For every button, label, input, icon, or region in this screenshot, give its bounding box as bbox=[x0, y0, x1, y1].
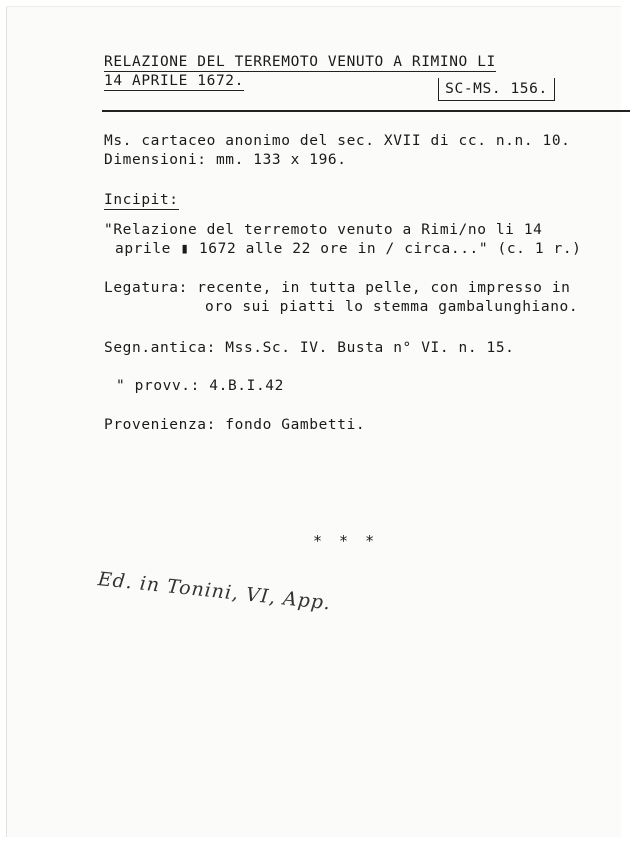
record-title-line2: 14 APRILE 1672. bbox=[104, 73, 244, 89]
header-rule bbox=[102, 110, 630, 112]
description-line2: Dimensioni: mm. 133 x 196. bbox=[104, 152, 347, 168]
provv-line: " provv.: 4.B.I.42 bbox=[116, 378, 284, 394]
handwritten-note: Ed. in Tonini, VI, App. bbox=[96, 568, 333, 615]
record-title-line1: RELAZIONE DEL TERREMOTO VENUTO A RIMINO LI bbox=[104, 54, 496, 70]
provenienza-line: Provenienza: fondo Gambetti. bbox=[104, 417, 366, 433]
incipit-line2: aprile ▮ 1672 alle 22 ore in / circa..." (c. 1 r.) bbox=[115, 241, 582, 257]
description-line1: Ms. cartaceo anonimo del sec. XVII di cc. n.n. 10. bbox=[104, 133, 571, 149]
incipit-heading-wrap bbox=[104, 192, 179, 208]
shelfmark-box: SC-MS. 156. bbox=[438, 78, 555, 101]
separator-stars: * * * bbox=[313, 532, 379, 550]
incipit-line1: "Relazione del terremoto venuto a Rimi/no li 14 bbox=[104, 222, 543, 238]
incipit-heading: Incipit: bbox=[104, 192, 179, 208]
segnatura-line: Segn.antica: Mss.Sc. IV. Busta n° VI. n. 15. bbox=[104, 340, 515, 356]
legatura-line1: Legatura: recente, in tutta pelle, con impresso in bbox=[104, 280, 571, 296]
legatura-line2: oro sui piatti lo stemma gambalunghiano. bbox=[205, 299, 579, 315]
